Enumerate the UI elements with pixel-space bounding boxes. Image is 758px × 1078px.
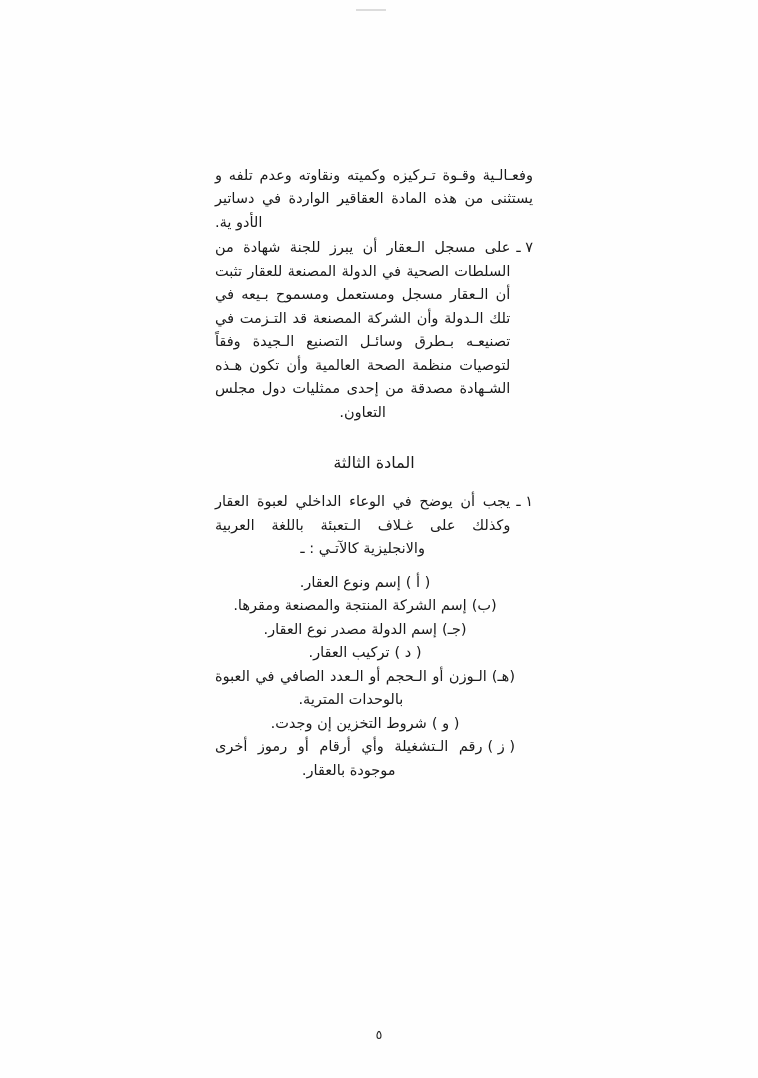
item-text: على مسجل الـعقار أن يبرز للجنة شهادة من السلطات الصحية في الدولة المصنعة للعقار تثبت أن الـعقار مسجل ومستعمل ومسموح بـيعه في تلك الـدولة وأن الشركة المصنعة قد التـزمت في تصنيعـه بـطرق وسائـل التصنيع الـجيدة وفقاً لتوصيات منظمة الصحة العالمية وأن تكون هـذه الشـهادة مصدقة من إحدى ممثليات دول مجلس التعاون.	[215, 240, 511, 421]
list-item	[215, 736, 515, 783]
page-content	[215, 165, 533, 783]
article-marker: ١ ـ	[516, 494, 533, 511]
list-item-label: ( أ )	[405, 574, 431, 591]
item-marker: ٧ ـ	[516, 240, 533, 257]
list-item-text: تركيب العقار.	[308, 645, 390, 662]
list-item-text: إسم الشركة المنتجة والمصنعة ومقرها.	[233, 598, 467, 615]
list-item	[215, 666, 515, 713]
page-number: ٥	[375, 1027, 383, 1042]
numbered-item-7	[215, 237, 533, 425]
list-item-text: إسم ونوع العقار.	[299, 574, 401, 591]
list-item-label: ( و )	[431, 715, 460, 732]
list-item	[215, 642, 515, 665]
list-item-text: الـوزن أو الـحجم أو الـعدد الصافي في العبوة بالوحدات المترية.	[215, 668, 487, 709]
page-edge-mark	[356, 9, 386, 11]
list-item-text: رقم الـتشغيلة وأي أرقام أو رموز أخرى موجودة بالعقار.	[215, 739, 483, 779]
list-item	[215, 595, 515, 618]
list-item-label: ( د )	[394, 645, 422, 662]
list-item-label: (ب)	[471, 598, 497, 615]
list-item	[215, 619, 515, 642]
list-item	[215, 572, 515, 595]
section-heading: المادة الثالثة	[333, 453, 415, 473]
list-item-text: إسم الدولة مصدر نوع العقار.	[263, 621, 437, 638]
list-item-text: شروط التخزين إن وجدت.	[270, 715, 427, 732]
lettered-list	[215, 572, 515, 783]
list-item	[215, 713, 515, 736]
list-item-label: (هـ)	[491, 668, 515, 685]
paragraph-intro: وفعـالـية وقـوة تـركيزه وكميته ونقاوته وعدم تلفه و يستثنى من هذه المادة العقاقير الواردة في دساتير الأدو ية.	[215, 168, 533, 231]
list-item-label: ( ز )	[487, 739, 515, 756]
list-item-label: (جـ)	[441, 621, 467, 638]
article-text: يجب أن يوضح في الوعاء الداخلي لعبوة العقار وكذلك على غـلاف الـتعبئة باللغة العربية والانجليزية كالآتـي : ـ	[215, 494, 511, 558]
numbered-item-1	[215, 491, 533, 561]
